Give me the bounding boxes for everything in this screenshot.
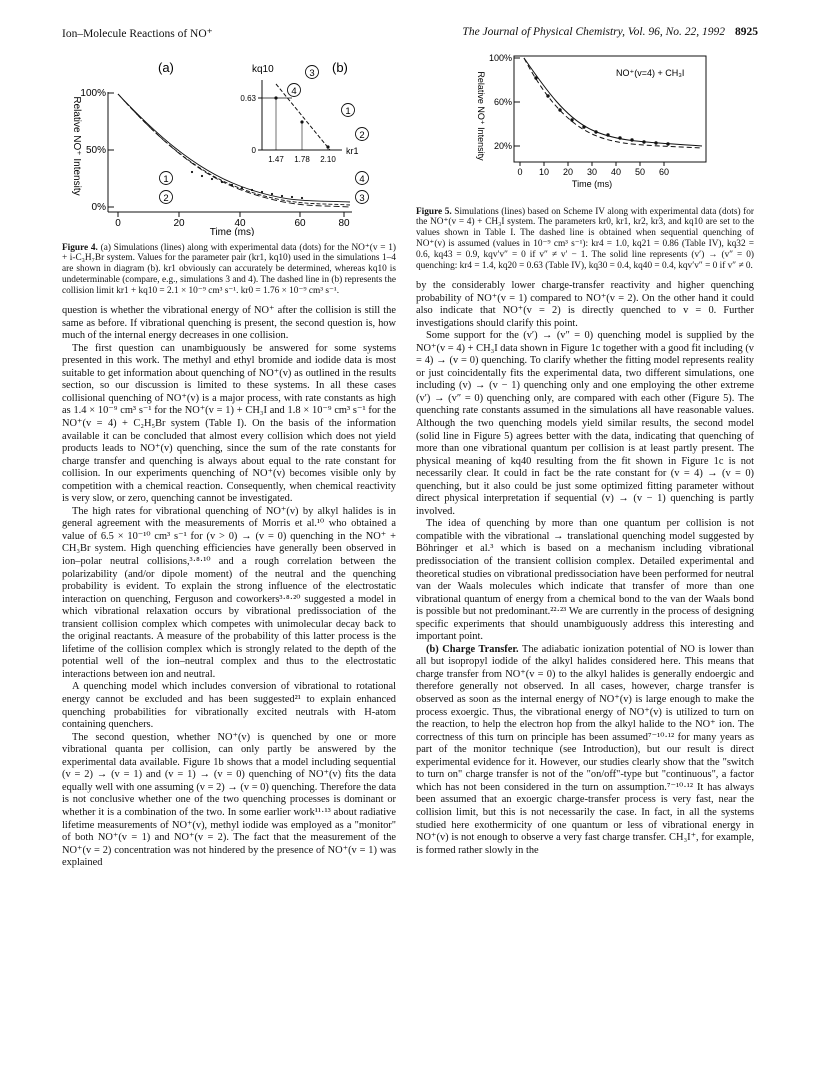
left-paragraph-3: A quenching model which includes conversion of vibrational to rotational energy cannot be excluded and has been suggested²¹ to explain enhanced quenching probabilities for vibrationally excited neutrals with H-atom containing quenchers. xyxy=(62,681,396,731)
fig5-xtick-30: 30 xyxy=(586,167,598,177)
left-paragraph-1: The first question can unambiguously be answered for some systems presented in this work. The methyl and ethyl bromide and iodide data is most suitable to get information about quenching of NO⁺(v) as outlined in the results section, so our discussion is limited to these systems. In all these cases collisional quenching of NO⁺(v) is a major process, with rate constants as high as 1.4 × 10⁻⁹ cm³ s⁻¹ for the NO⁺(v = 1) + CH₃I and 1.8 × 10⁻⁹ cm³ s⁻¹ for the NO⁺(v = 4) + C₂H₅Br system (Table I). On the basis of the information available it can be concluded that almost every collision which does not yield products leads to NO⁺(v) quenching, since the sum of the rate constants for charge transfer and quenching is always about equal to the rate constant for collision. In our experiments quenching of NO⁺(v) becomes visible only by competition with a chemical reaction. Consequently, when chemical reactivity is very slow, or zero, quenching cannot be investigated. xyxy=(62,342,396,505)
figure-4-caption xyxy=(62,243,396,298)
fig5-caption-text: Simulations (lines) based on Scheme IV along with experimental data (dots) for the NO⁺(v = 4) + CH₃I system. The parameters kr0, kr1, kr2, kr3, and kq10 are set to the values shown in Table I. The dashed line is obtained when sequential quenching of NO⁺(v) is assumed (values in 10⁻⁹ cm³ s⁻¹): kr4 = 1.0, kq21 = 0.86 (Table IV), kq32 = 0.6, kq43 = 0.9, kqv′v″ = 0 if v″ ≠ v′ − 1. The solid line represents (v′) → (v″ = 0) quenching: kr4 = 1.4, kq20 = 0.63 (Table IV), kq30 = 0.4, kq40 = 0.4, kqv′v″ = 0 if v″ ≠ 0. xyxy=(416,206,754,272)
fig5-caption-label: Figure 5. xyxy=(416,206,452,217)
running-title: Ion–Molecule Reactions of NO⁺ xyxy=(62,28,213,40)
fig4-curve-label-4: 4 xyxy=(359,174,365,185)
fig5-legend: NO⁺(v=4) + CH₃I xyxy=(616,68,685,78)
fig5-ytick-100: 100% xyxy=(488,53,512,63)
fig5-xtick-20: 20 xyxy=(562,167,574,177)
fig4-label-b: (b) xyxy=(332,60,348,75)
fig4-xtick-20: 20 xyxy=(173,218,185,229)
fig4-inset-xtick-147: 1.47 xyxy=(268,155,284,164)
page-number: 8925 xyxy=(735,26,758,38)
fig5-ylabel: Relative NO⁺ Intensity xyxy=(476,71,486,161)
left-column xyxy=(62,50,396,870)
right-paragraph-1: Some support for the (v′) → (v″ = 0) quenching model is supplied by the NO⁺(v = 4) + CH₃I data shown in Figure 1c together with a good fit including (v = 4) → (v = 0) quenching. To clarify whether the fitting model represents reality or just coincidentally fits the experimental data, two different simulations, one including (v) → (v − 1) quenching only and one employing the other extreme (v′) → (v″ = 0) quenching only, are compared with each other (Figure 5). The quenching rate constants assumed in the simulations all have reasonable values. Although the two quenching models yield similar results, the second model (solid line in Figure 5) agrees better with the data, indicating that quenching of more than one vibrational quantum per collision is at least partly present. The physical meaning of kq40 resulting from the fit shown in Figure 1c is not necessarily clear. It could in fact be the rate constant for (v = 4) → (v = 0) quenching, but it also could be just some optimized fitting parameter without direct physical interpretation if sequential (v) → (v − 1) quenching is partly involved. xyxy=(416,330,754,517)
fig4-xtick-0: 0 xyxy=(115,218,121,229)
fig4-caption-text: (a) Simulations (lines) along with experimental data (dots) for the NO⁺(v = 1) + i-C₃H₇Br system. Values for the parameter pair (kr1, kq10) used in the simulations 1–4 are shown in diagram (b). kr1 obviously can accurately be determined, whereas kq10 is undeterminable (compare, e.g., simulations 3 and 4). The dashed line in (b) represents the collision limit kr1 + kq10 = 2.1 × 10⁻⁹ cm³ s⁻¹. kr0 = 1.76 × 10⁻⁹ cm³ s⁻¹. xyxy=(62,242,396,297)
left-paragraph-2: The high rates for vibrational quenching of NO⁺(v) by alkyl halides is in general agreement with the measurements of Morris et al.¹⁰ who obtained a value of 6.5 × 10⁻¹⁰ cm³ s⁻¹ for (v > 0) → (v = 0) quenching in the NO⁺ + CH₃Br system. High quenching efficiencies have generally been observed in ion–polar neutral collisions,³·⁸·¹⁰ and a rough correlation between the polarizability (and/or dipole moment) of the neutral and the quenching probability is evident. To explain the strong influence of the electrostatic interaction on quenching, Ferguson and coworkers³·⁸·²⁰ suggested a model in which vibrational relaxation occurs by vibrational predissociation of the transient collision complex which competes with unimolecular decay back to the original reactants. A measure of the probability of this latter process is the lifetime of the collision complex which is strongly related to the depth of the potential well of the ion–neutral complex and thus to the electrostatic interactions between ion and neutral. xyxy=(62,505,396,680)
fig4-inset-ytick-063: 0.63 xyxy=(240,94,256,103)
fig4-inset-point-2: 2 xyxy=(359,130,365,141)
page-header xyxy=(62,26,758,42)
fig4-xlabel: Time (ms) xyxy=(209,227,255,236)
fig4-inset-ylabel: kq10 xyxy=(252,64,274,75)
fig4-xtick-60: 60 xyxy=(294,218,306,229)
fig4-ytick-100: 100% xyxy=(80,88,106,99)
fig5-xtick-50: 50 xyxy=(634,167,646,177)
fig4-inset-point-1: 1 xyxy=(345,106,351,117)
fig4-inset-point-3: 3 xyxy=(309,68,315,79)
figure-4-plot xyxy=(62,50,396,236)
fig4-inset-xtick-210: 2.10 xyxy=(320,155,336,164)
fig5-xtick-40: 40 xyxy=(610,167,622,177)
journal-citation xyxy=(462,26,758,38)
left-paragraph-4: The second question, whether NO⁺(v) is quenched by one or more vibrational quanta per collision, can only partly be answered by the experimental data available. Figure 1b shows that a model including sequential (v = 2) → (v = 1) and (v = 1) → (v = 0) quenching of NO⁺(v) fits the data equally well with one assuming (v = 2) → (v = 0) quenching. Therefore the data is not conclusive whether one of the two quenching processes is dominant or whether it is a combination of the two. In some earlier work¹¹·¹³ about radiative lifetime measurements of NO⁺(v), methyl iodide was employed as a "monitor" of both NO⁺(v = 1) and NO⁺(v = 2). The fact that the measurement of the NO⁺(v = 2) concentration was not hindered by the presence of NO⁺(v = 1) was explained xyxy=(62,731,396,869)
figure-4 xyxy=(62,50,396,297)
fig4-ytick-50: 50% xyxy=(85,145,106,156)
left-paragraph-0: question is whether the vibrational energy of NO⁺ after the collision is still the same as before. If vibrational quenching is present, the second question is, how much of the internal energy decreases in one collision. xyxy=(62,305,396,342)
fig4-inset-point-4: 4 xyxy=(291,86,297,97)
fig4-ylabel: Relative NO⁺ Intensity xyxy=(71,96,82,196)
fig5-xtick-0: 0 xyxy=(517,167,523,177)
fig4-curve-label-3: 3 xyxy=(359,193,365,204)
fig4-xtick-80: 80 xyxy=(338,218,350,229)
fig4-inset-xlabel: kr1 xyxy=(346,146,359,156)
section-heading-charge-transfer: (b) Charge Transfer. xyxy=(426,643,519,655)
right-paragraph-3 xyxy=(416,644,754,857)
figure-5-caption xyxy=(416,207,754,272)
fig4-curve-label-2: 2 xyxy=(163,193,169,204)
fig4-caption-label: Figure 4. xyxy=(62,242,98,253)
figure-5 xyxy=(416,50,754,272)
fig5-xtick-10: 10 xyxy=(538,167,550,177)
right-paragraph-0: by the considerably lower charge-transfer reactivity and higher quenching probability of NO⁺(v = 1) compared to NO⁺(v = 2). On the other hand it could also indicate that NO⁺(v = 2) is directly quenched to v = 0. Further investigations should clarify this point. xyxy=(416,279,754,329)
fig4-inset-xtick-178: 1.78 xyxy=(294,155,310,164)
fig4-xtick-40: 40 xyxy=(234,218,246,229)
figure-5-plot xyxy=(416,50,754,200)
fig4-curve-label-1: 1 xyxy=(163,174,169,185)
fig5-ytick-20: 20% xyxy=(493,141,512,151)
journal-name: The Journal of Physical Chemistry, Vol. 96, No. 22, 1992 xyxy=(462,26,725,38)
right-paragraph-3-text: The adiabatic ionization potential of NO is lower than all but isopropyl iodide of the alkyl halides considered here. This means that charge transfer from NO⁺(v = 0) to the alkyl halides is generally endoergic and therefore generally not observed. In all cases, however, charge transfer is observed as soon as the internal energy of NO⁺(v) is large enough to make the process exoergic. Thus, the vibrational energy of NO⁺(v) is utilized to turn on the reaction, to help the electron hop from the alkyl halide to the NO⁺ ion. The correctness of this turn on principle has been assumed⁷⁻¹⁰·¹² for many years as part of the monitor technique (see Introduction), but our result is direct experimental evidence for it. However, our studies clearly show that the "switch to turn on" charge transfer is not of the "on/off"-type but "continuous", a factor which has not been considered in the turn on assumption.⁷⁻¹⁰·¹² It has always been assumed that an exoergic charge-transfer process is very fast, near the collision limit, but this is not necessarily the case. In fact, in all the systems studied here exothermicity of one quantum or less of vibrational energy in NO⁺(v) is not enough to observe a very fast charge transfer. CH₃I⁺, for example, is formed rather slowly in the xyxy=(416,643,754,856)
fig4-ytick-0: 0% xyxy=(91,202,106,213)
fig5-xtick-60: 60 xyxy=(658,167,670,177)
right-column xyxy=(416,50,754,857)
right-paragraph-2: The idea of quenching by more than one quantum per collision is not compatible with the vibrational → translational quenching model suggested by Böhringer et al.³ which is based on a mechanism including vibrational predissociation of the transient collision complex. Detailed experimental and theoretical studies on vibrational predissociation have been performed for neutral van der Waals molecules which indicate that transfer of more than one vibrational quantum of energy from a chemical bond to the van der Waals bond is possible but not predominant.²²·²³ We are currently in the process of designing specific experiments that should unambiguously address this interesting and important point. xyxy=(416,518,754,643)
fig4-inset-ytick-0: 0 xyxy=(251,146,256,155)
fig5-xlabel: Time (ms) xyxy=(571,179,613,189)
fig5-ytick-60: 60% xyxy=(493,97,512,107)
fig4-label-a: (a) xyxy=(158,60,174,75)
